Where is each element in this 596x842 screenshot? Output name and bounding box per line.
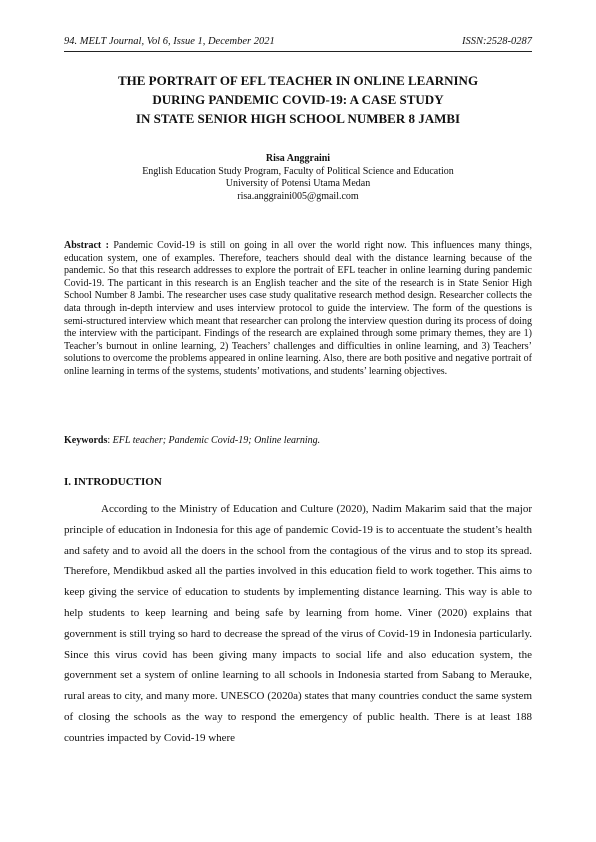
keywords: Keywords: EFL teacher; Pandemic Covid-19; Online learning. [64,435,321,446]
abstract-label: Abstract : [64,240,109,251]
author-affiliation: English Education Study Program, Faculty of Political Science and Education [142,165,454,177]
header-divider [64,51,532,52]
author-block [64,153,532,204]
keywords-value: EFL teacher; Pandemic Covid-19; Online learning. [112,435,321,446]
author-name: Risa Anggraini [265,153,331,164]
author-email: risa.anggraini005@gmail.com [237,191,359,203]
journal-citation: 94. MELT Journal, Vol 6, Issue 1, December 2021 [64,36,275,47]
issn-label: ISSN:2528-0287 [462,36,532,47]
title-line: THE PORTRAIT OF EFL TEACHER IN ONLINE LEARNING [117,73,479,88]
author-university: University of Potensi Utama Medan [225,178,371,190]
title-line: IN STATE SENIOR HIGH SCHOOL NUMBER 8 JAMBI [135,111,461,126]
title-line: DURING PANDEMIC COVID-19: A CASE STUDY [152,92,444,107]
abstract-text: Pandemic Covid-19 is still on going in all over the world right now. This influences many things, education system, one of examples. Therefore, teachers should deal with the distance learning because of the pandemic. So that this research addresses to explore the portrait of EFL teacher in online learning during pandemic Covid-19. The particant in this research is an English teacher and the site of the research is in State Senior High School Number 8 Jambi. The researcher uses case study qualitative research method design. Researcher collects the data through in-depth interview and uses interview protocol to guide the interview. The form of the questions is semi-structured interview which meant that researcher can prolong the interview question during its process of doing the interview with the participant. Findings of the research are explained through some primary themes, they are 1) Teacher’s burnout in online learning, 2) Teachers’ challenges and difficulties in online learning, and 3) Teachers’ solutions to overcome the problems appeared in online learning. Also, there are both positive and negative portrait of online learning in terms of the systems, students’ motivations, and students’ learning objectives. [64,240,533,377]
abstract [64,240,532,379]
page-header [64,36,532,50]
introduction-paragraph: According to the Ministry of Education and Culture (2020), Nadim Makarim said that the major principle of education in Indonesia for this age of pandemic Covid-19 is to accentuate the student’s health and safety and to avoid all the doers in the school from the contagious of the virus and to stop its spread. Therefore, Mendikbud asked all the parties involved in this education field to work together. This aims to keep giving the service of education to students by implementing distance learning. This way is able to help students to keep learning and being safe by learning from home. Viner (2020) explains that government is still trying so hard to decrease the spread of the virus of Covid-19 in Indonesia particularly. Since this virus covid has been giving many impacts to social life and also education system, the government set a system of online learning to all schools in Indonesia started from Sabang to Merauke, rural areas to city, and many more. UNESCO (2020a) states that many countries conduct the same system of closing the schools as the way to respond the emergency of public health. There is at least 188 countries impacted by Covid-19 where [64,503,532,744]
paper-title [64,71,532,128]
keywords-label: Keywords [64,435,108,446]
section-heading-introduction: I. INTRODUCTION [64,476,162,488]
